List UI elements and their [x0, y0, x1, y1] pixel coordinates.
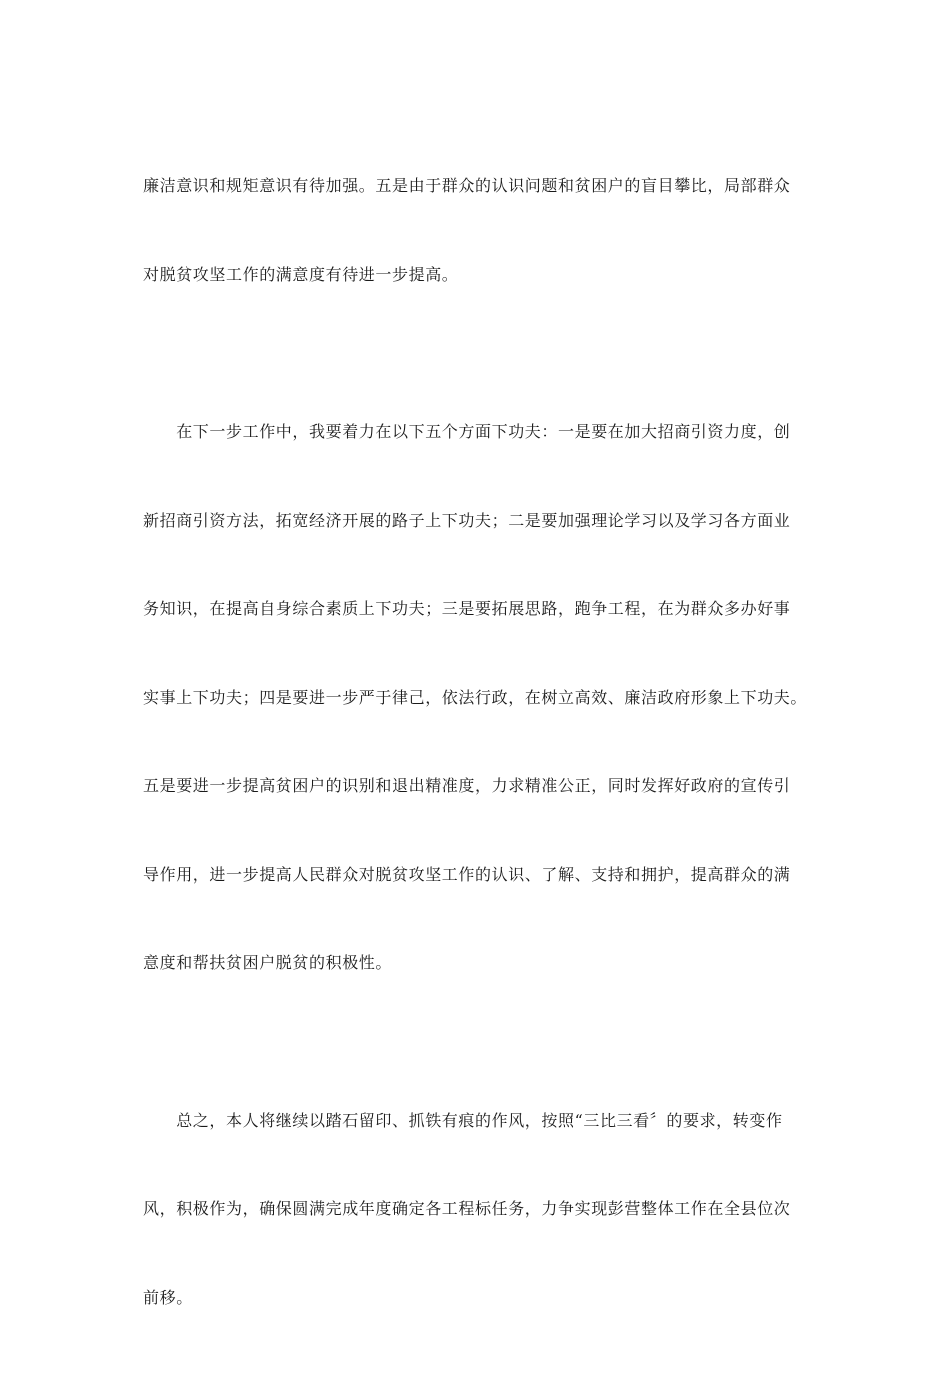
text-line: 导作用，进一步提高人民群众对脱贫攻坚工作的认识、了解、支持和拥护，提高群众的满	[143, 864, 791, 884]
text-line: 前移。	[143, 1287, 193, 1307]
text-line: 五是要进一步提高贫困户的识别和退出精准度，力求精准公正，同时发挥好政府的宣传引	[143, 776, 791, 795]
document-body	[143, 112, 807, 1381]
text-line: 风，积极作为，确保圆满完成年度确定各工程标任务，力争实现彭营整体工作在全县位次	[143, 1199, 791, 1218]
paragraph-3	[143, 1047, 807, 1372]
text-line: 在下一步工作中，我要着力在以下五个方面下功夫：一是要在加大招商引资力度，创	[143, 422, 791, 441]
text-line: 对脱贫攻坚工作的满意度有待进一步提高。	[143, 264, 459, 284]
text-line: 廉洁意识和规矩意识有待加强。五是由于群众的认识问题和贫困户的盲目攀比，局部群众	[143, 176, 791, 195]
text-line: 总之，本人将继续以踏石留印、抓铁有痕的作风，按照“三比三看〞的要求，转变作	[143, 1110, 783, 1130]
text-line: 新招商引资方法，拓宽经济开展的路子上下功夫；二是要加强理论学习以及学习各方面业	[143, 510, 791, 530]
paragraph-2	[143, 358, 807, 1037]
paragraph-1	[143, 112, 807, 348]
text-line: 实事上下功夫；四是要进一步严于律己，依法行政，在树立高效、廉洁政府形象上下功夫。	[143, 687, 808, 707]
text-line: 意度和帮扶贫困户脱贫的积极性。	[143, 953, 393, 972]
text-line: 务知识，在提高自身综合素质上下功夫；三是要拓展思路，跑争工程，在为群众多办好事	[143, 599, 791, 618]
